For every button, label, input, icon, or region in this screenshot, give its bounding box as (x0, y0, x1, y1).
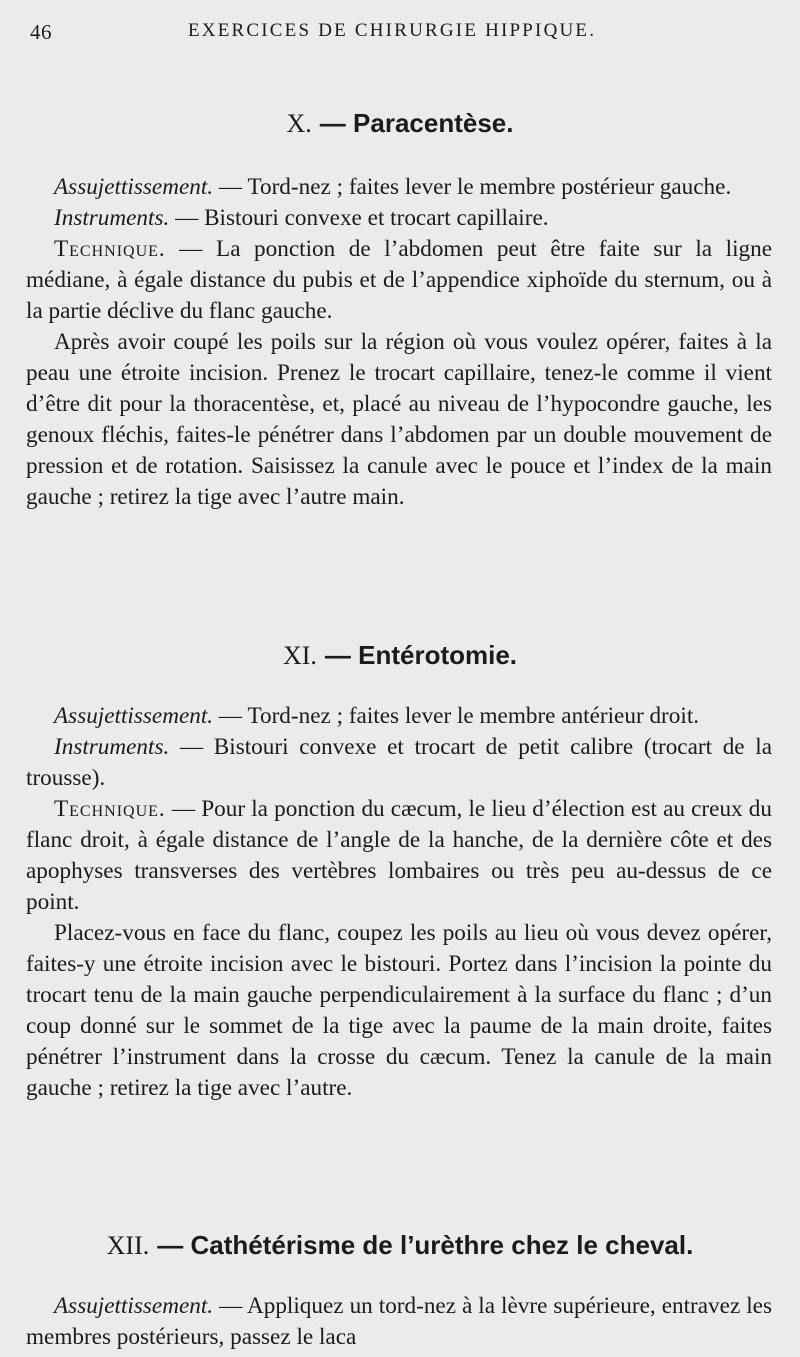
section-number: XI. (282, 641, 317, 670)
section-number: X. (286, 109, 312, 138)
running-title: EXERCICES DE CHIRURGIE HIPPIQUE. (188, 20, 597, 41)
paragraph-lead: Technique. (54, 236, 166, 262)
section-title: — Entérotomie. (324, 640, 518, 670)
paragraph-assujettissement (26, 701, 772, 732)
section-heading (0, 108, 800, 139)
paragraph-lead: Assujettissement. (54, 703, 214, 729)
paragraph-text: — Bistouri convexe et trocart capillaire. (169, 205, 549, 231)
section-title: — Cathétérisme de l’urèthre chez le cheval. (157, 1230, 694, 1260)
paragraph-text: — Bistouri convexe et trocart de petit calibre (trocart de la trousse). (26, 734, 772, 791)
paragraph-assujettissement (26, 172, 772, 203)
section-number: XII. (106, 1231, 150, 1260)
section-title: — Paracentèse. (319, 108, 514, 138)
paragraph-text: — Pour la ponction du cæcum, le lieu d’élection est au creux du flanc droit, à égale distance de l’angle de la hanche, de la dernière côte et des apophyses transverses des vertèbres lombaires ou très peu au-dessus de ce point. (26, 796, 772, 915)
paragraph-lead: Assujettissement. (54, 1293, 214, 1319)
paragraph-lead: Instruments. (54, 205, 170, 231)
section-heading (0, 640, 800, 671)
section-body (0, 172, 800, 513)
section-enterotomie (0, 640, 800, 1104)
section-body (0, 1291, 800, 1353)
paragraph-text: Placez-vous en face du flanc, coupez les poils au lieu où vous devez opérer, faites-y une étroite incision avec le bistouri. Portez dans l’incision la pointe du trocart tenu de la main gauche perpendiculairement à la surface du flanc ; d’un coup donné sur le sommet de la tige avec la paume de la main droite, faites pénétrer l’instrument dans la crosse du cæcum. Tenez la canule de la main gauche ; retirez la tige avec l’autre. (26, 920, 772, 1101)
paragraph-lead: Assujettissement. (54, 174, 214, 200)
paragraph-text: — Appliquez un tord-nez à la lèvre supérieure, entravez les membres postérieurs, passez le laca (26, 1293, 772, 1350)
paragraph-assujettissement (26, 1291, 772, 1353)
paragraph-instruments (26, 203, 772, 234)
section-catheterisme (0, 1230, 800, 1353)
running-head (0, 20, 800, 52)
paragraph-technique (26, 234, 772, 327)
page-number: 46 (30, 20, 52, 44)
section-paracentese (0, 108, 800, 513)
paragraph-text: — Tord-nez ; faites lever le membre antérieur droit. (213, 703, 700, 729)
paragraph-lead: Instruments. (54, 734, 170, 760)
paragraph-body (26, 918, 772, 1104)
paragraph-technique (26, 794, 772, 918)
section-heading (0, 1230, 800, 1261)
paragraph-body (26, 327, 772, 513)
paragraph-instruments (26, 732, 772, 794)
paragraph-text: — Tord-nez ; faites lever le membre postérieur gauche. (213, 174, 732, 200)
paragraph-text: Après avoir coupé les poils sur la région où vous voulez opérer, faites à la peau une étroite incision. Prenez le trocart capillaire, tenez-le comme il vient d’être dit pour la thoracentèse, et, placé au niveau de l’hypocondre gauche, les genoux fléchis, faites-le pénétrer dans l’abdomen par un double mouvement de pression et de rotation. Saisissez la canule avec le pouce et l’index de la main gauche ; retirez la tige avec l’autre main. (26, 329, 772, 510)
paragraph-lead: Technique. (54, 796, 166, 822)
section-body (0, 701, 800, 1104)
paragraph-text: — La ponction de l’abdomen peut être faite sur la ligne médiane, à égale distance du pubis et de l’appendice xiphoïde du sternum, ou à la partie déclive du flanc gauche. (26, 236, 772, 324)
